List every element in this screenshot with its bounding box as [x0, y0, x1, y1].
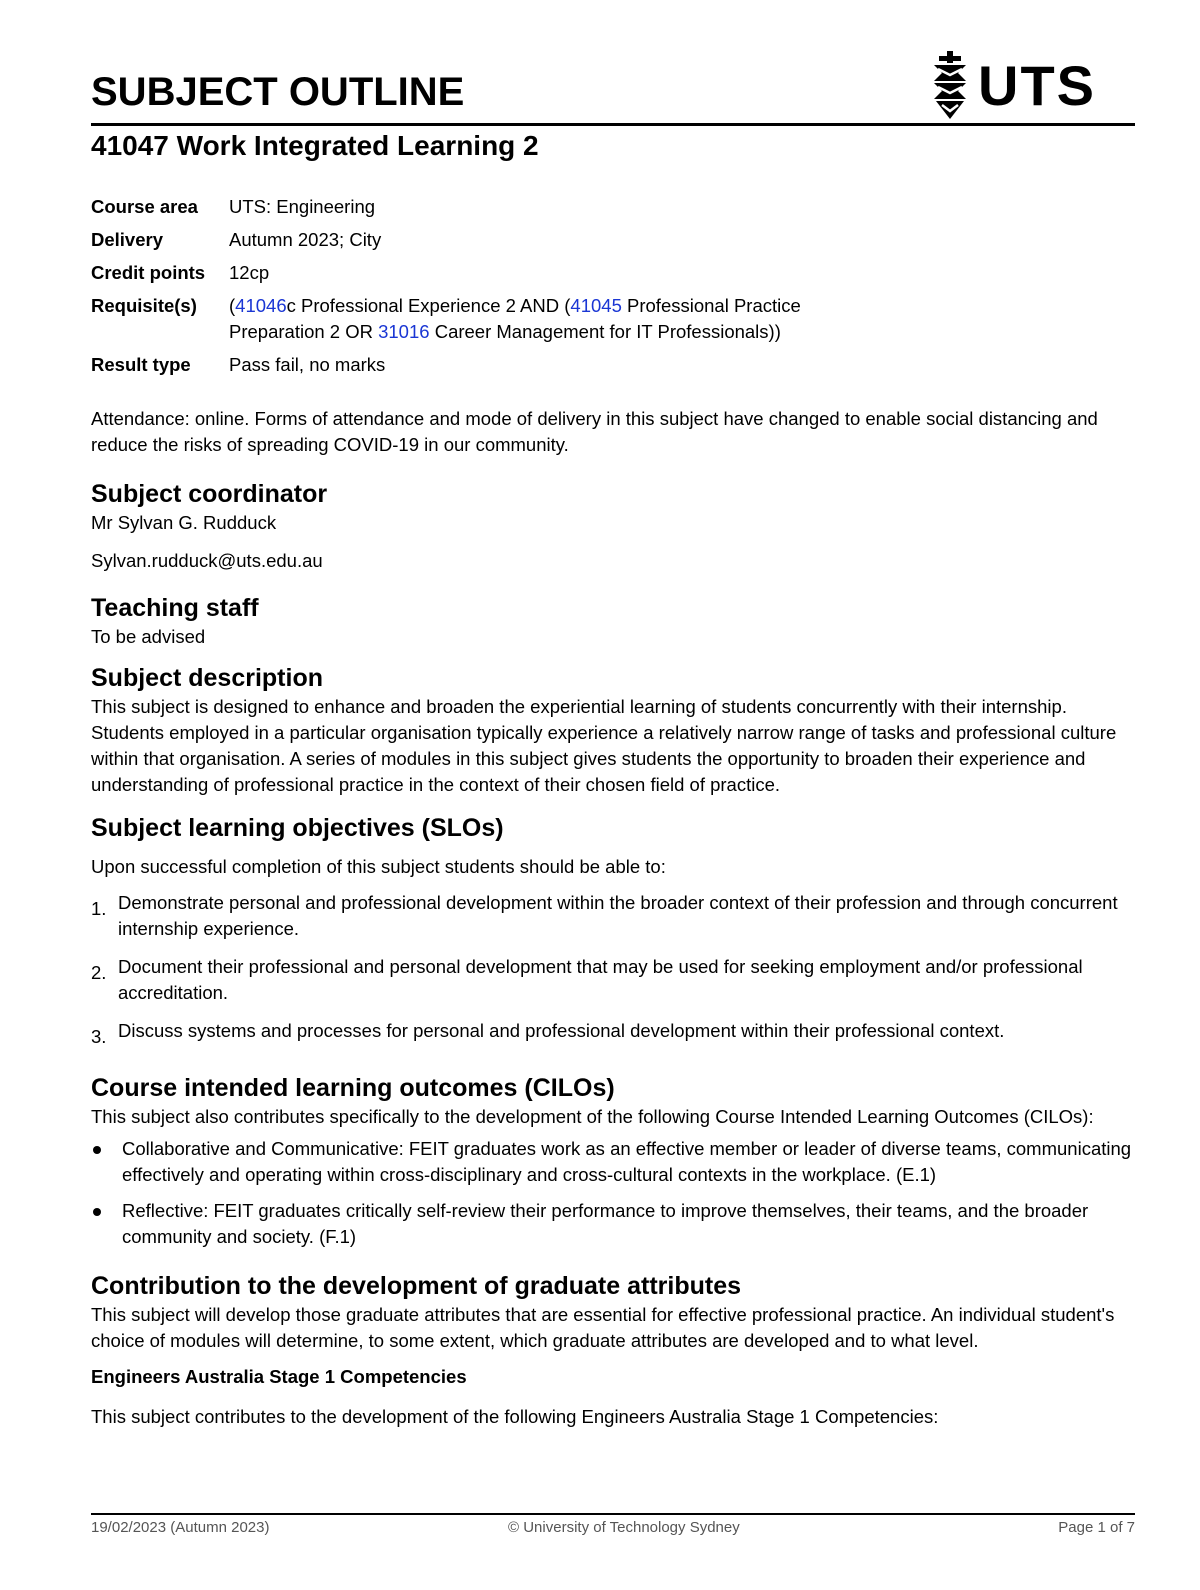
meta-result-type	[91, 352, 1131, 378]
meta-delivery	[91, 227, 1131, 253]
footer-rule	[91, 1513, 1135, 1515]
slo-number: 2.	[91, 962, 107, 983]
meta-label: Delivery	[91, 229, 163, 250]
footer-page-number: Page 1 of 7	[1058, 1519, 1135, 1536]
meta-value: Autumn 2023; City	[229, 229, 382, 250]
requisite-link-41045[interactable]: 41045	[570, 295, 622, 316]
uts-logo	[928, 50, 1096, 122]
meta-course-area	[91, 194, 1131, 220]
slo-list	[91, 890, 1136, 1050]
slo-heading: Subject learning objectives (SLOs)	[91, 814, 504, 842]
subject-meta	[91, 194, 1131, 385]
cilo-text: Collaborative and Communicative: FEIT graduates work as an effective member or leader of diverse teams, communicating effectively and operating within cross-disciplinary and cross-cultural contexts in the workplace. (E.1)	[122, 1138, 1132, 1185]
requisite-text: c Professional Experience 2 AND (	[286, 295, 571, 316]
attendance-note: Attendance: online. Forms of attendance and mode of delivery in this subject have changed to enable social distancing and reduce the risks of spreading COVID-19 in our community.	[91, 408, 1098, 455]
cilo-text: Reflective: FEIT graduates critically self-review their performance to improve themselves, their teams, and the broader community and society. (F.1)	[122, 1200, 1089, 1247]
graduate-attributes-text: This subject will develop those graduate attributes that are essential for effective professional practice. An individual student's choice of modules will determine, to some extent, which graduate attributes are developed and to what level.	[91, 1304, 1115, 1351]
requisite-text: (	[229, 295, 236, 316]
coordinator-name: Mr Sylvan G. Rudduck	[91, 512, 277, 533]
requisite-text: Career Management for IT Professionals))	[429, 321, 781, 342]
competencies-heading: Engineers Australia Stage 1 Competencies	[91, 1366, 467, 1387]
list-item	[91, 1018, 1136, 1050]
competencies-text: This subject contributes to the development of the following Engineers Australia Stage 1 Competencies:	[91, 1406, 939, 1427]
teaching-staff-text: To be advised	[91, 626, 206, 647]
list-item	[91, 1198, 1136, 1250]
graduate-attributes-heading: Contribution to the development of graduate attributes	[91, 1272, 741, 1300]
teaching-staff-heading: Teaching staff	[91, 594, 259, 622]
requisite-text: Professional Practice Preparation 2 OR	[229, 295, 801, 342]
meta-label: Result type	[91, 354, 191, 375]
slo-number: 1.	[91, 898, 107, 919]
meta-value: Pass fail, no marks	[229, 354, 386, 375]
logo-text: UTS	[978, 54, 1096, 117]
slo-text: Document their professional and personal development that may be used for seeking employment and/or professional accreditation.	[118, 956, 1083, 1003]
footer-date: 19/02/2023 (Autumn 2023)	[91, 1519, 270, 1536]
bullet-icon	[91, 1136, 122, 1188]
bullet-icon	[91, 1198, 122, 1250]
subject-title: 41047 Work Integrated Learning 2	[91, 130, 539, 161]
meta-label: Requisite(s)	[91, 295, 197, 316]
list-item	[91, 954, 1136, 1006]
cilo-intro: This subject also contributes specifically to the development of the following Course Intended Learning Outcomes (CILOs):	[91, 1106, 1094, 1127]
requisites-value	[229, 293, 869, 345]
uts-logo-icon	[928, 51, 972, 121]
description-text: This subject is designed to enhance and broaden the experiential learning of students concurrently with their internship. Students employed in a particular organisation typically experience a relatively narrow range of tasks and professional culture within that organisation. A series of modules in this subject gives students the opportunity to broaden their experience and understanding of professional practice in the context of their chosen field of practice.	[91, 696, 1117, 795]
slo-text: Discuss systems and processes for personal and professional development within their professional context.	[118, 1020, 1005, 1041]
list-item	[91, 1136, 1136, 1188]
document-title: SUBJECT OUTLINE	[91, 70, 465, 114]
coordinator-heading: Subject coordinator	[91, 480, 328, 508]
meta-value: UTS: Engineering	[229, 196, 376, 217]
slo-number: 3.	[91, 1026, 107, 1047]
footer-copyright: © University of Technology Sydney	[508, 1519, 740, 1536]
slo-intro: Upon successful completion of this subject students should be able to:	[91, 856, 666, 877]
slo-text: Demonstrate personal and professional development within the broader context of their profession and through concurrent internship experience.	[118, 892, 1118, 939]
header-rule	[91, 123, 1135, 126]
requisite-link-41046[interactable]: 41046	[235, 295, 287, 316]
cilo-list	[91, 1136, 1136, 1250]
list-item	[91, 890, 1136, 942]
meta-requisites	[91, 293, 1131, 345]
meta-label: Credit points	[91, 262, 206, 283]
main-content	[91, 406, 1136, 1430]
coordinator-email[interactable]: Sylvan.rudduck@uts.edu.au	[91, 550, 323, 571]
meta-value: 12cp	[229, 262, 270, 283]
cilo-heading: Course intended learning outcomes (CILOs)	[91, 1074, 615, 1102]
meta-credit-points	[91, 260, 1131, 286]
description-heading: Subject description	[91, 664, 323, 692]
requisite-link-31016[interactable]: 31016	[378, 321, 430, 342]
meta-label: Course area	[91, 196, 198, 217]
